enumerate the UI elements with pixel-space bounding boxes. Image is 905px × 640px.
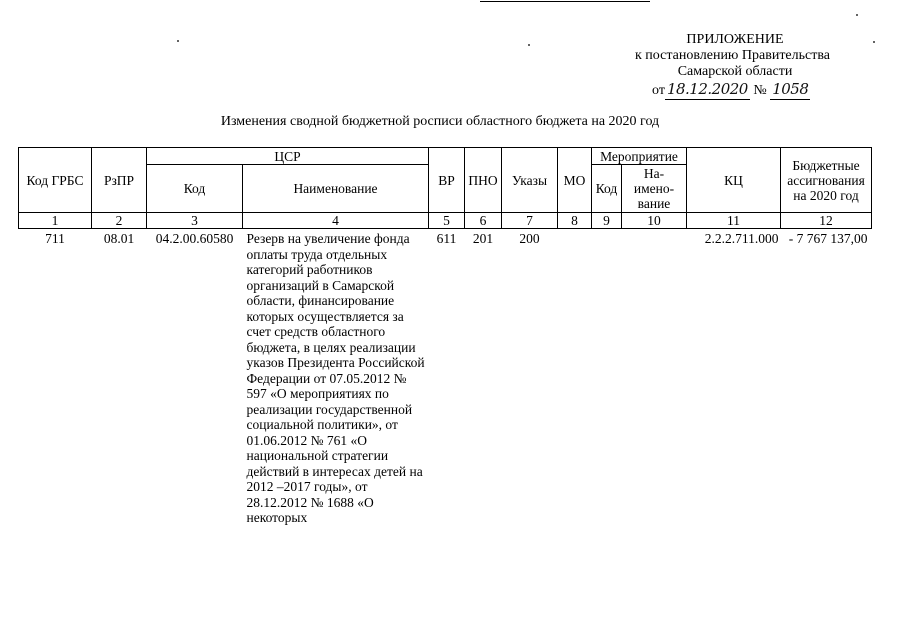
budget-table bbox=[18, 147, 872, 526]
top-rule bbox=[480, 1, 650, 2]
scan-speck bbox=[528, 44, 530, 46]
cell-ukazy: 200 bbox=[519, 231, 540, 246]
cell-name: Резерв на увеличение фонда оплаты труда отдельных категорий работников организаций в Самарской области, финансирование которых осуществляется за счет средств областного бюджета, в целях реализации указов Президента Российской Федерации от 07.05.2012 № 597 «О мероприятиях по реализации государственной социальной политики», от 01.06.2012 № 761 «О национальной стратегии действий в интересах детей на 2012 –2017 годы», от 28.12.2012 № 1688 «О некоторых bbox=[246, 231, 425, 525]
header-budget: Бюджетные ассигнования на 2020 год bbox=[781, 148, 872, 213]
cell-pno: 201 bbox=[472, 231, 494, 246]
header-kc: КЦ bbox=[687, 148, 781, 213]
approval-line-2: к постановлению Правительства bbox=[634, 48, 830, 63]
column-number: 9 bbox=[592, 213, 622, 229]
handwritten-number: 1058 bbox=[772, 80, 809, 98]
header-csr: ЦСР bbox=[147, 148, 429, 165]
number-prefix: № bbox=[753, 83, 767, 98]
approval-line-3: Самарской области bbox=[677, 64, 793, 79]
cell-mer-kod bbox=[592, 229, 622, 526]
column-number: 5 bbox=[429, 213, 465, 229]
header-mo: МО bbox=[558, 148, 592, 213]
header-csr-name: Наименование bbox=[243, 165, 429, 213]
date-prefix: от bbox=[652, 83, 665, 98]
column-number: 8 bbox=[558, 213, 592, 229]
column-number: 3 bbox=[147, 213, 243, 229]
header-mer-name: На-имено-вание bbox=[622, 165, 687, 213]
header-pno: ПНО bbox=[465, 148, 502, 213]
cell-vr: 611 bbox=[436, 231, 457, 246]
cell-budget: - 7 767 137,00 bbox=[788, 231, 868, 246]
cell-kc: 2.2.2.711.000 bbox=[704, 231, 779, 246]
cell-mer-name bbox=[622, 229, 687, 526]
column-number: 12 bbox=[781, 213, 872, 229]
approval-title: ПРИЛОЖЕНИЕ bbox=[686, 32, 784, 47]
header-kod-grbs: Код ГРБС bbox=[19, 148, 92, 213]
column-number: 7 bbox=[502, 213, 558, 229]
header-rzpr: РзПР bbox=[92, 148, 147, 213]
scan-speck bbox=[873, 41, 875, 43]
column-number: 10 bbox=[622, 213, 687, 229]
approval-date-line bbox=[652, 80, 810, 100]
header-mer-kod: Код bbox=[592, 165, 622, 213]
column-number: 2 bbox=[92, 213, 147, 229]
cell-rzpr: 08.01 bbox=[103, 231, 135, 246]
header-vr: ВР bbox=[429, 148, 465, 213]
approval-block bbox=[600, 32, 830, 80]
handwritten-date: 18.12.2020 bbox=[666, 80, 748, 98]
header-csr-kod: Код bbox=[147, 165, 243, 213]
cell-kod-grbs: 711 bbox=[45, 231, 65, 246]
column-number: 1 bbox=[19, 213, 92, 229]
header-meropriyatie: Мероприятие bbox=[592, 148, 687, 165]
column-number: 4 bbox=[243, 213, 429, 229]
cell-csr-kod: 04.2.00.60580 bbox=[155, 231, 234, 246]
table-row bbox=[19, 229, 872, 526]
document-title: Изменения сводной бюджетной росписи областного бюджета на 2020 год bbox=[220, 114, 660, 129]
column-number: 6 bbox=[465, 213, 502, 229]
scan-speck bbox=[177, 40, 179, 42]
scan-speck bbox=[856, 14, 858, 16]
cell-mo bbox=[558, 229, 592, 526]
column-number: 11 bbox=[687, 213, 781, 229]
header-ukazy: Указы bbox=[502, 148, 558, 213]
